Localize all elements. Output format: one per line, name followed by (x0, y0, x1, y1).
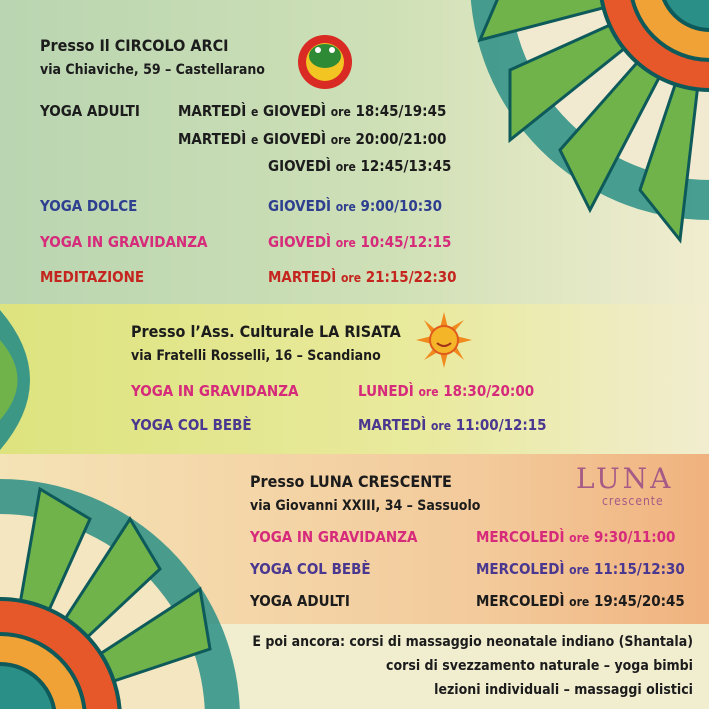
class-day: MARTEDÌ ore 11:00/12:15 (358, 416, 547, 434)
class-day: MERCOLEDÌ ore 19:45/20:45 (476, 592, 685, 610)
class-label: YOGA COL BEBÈ (250, 560, 371, 578)
la-risata-title: Presso l’Ass. Culturale LA RISATA (131, 322, 401, 341)
luna-crescente-address: via Giovanni XXIII, 34 – Sassuolo (250, 498, 481, 514)
sun-logo-icon (414, 310, 474, 370)
footer-line-3: lezioni individuali – massaggi olistici (434, 682, 693, 698)
class-label: YOGA ADULTI (40, 102, 140, 120)
class-day: LUNEDÌ ore 18:30/20:00 (358, 382, 535, 400)
luna-logo-text: LUNA (576, 462, 674, 495)
footer-line-2: corsi di svezzamento naturale – yoga bimbi (386, 658, 693, 674)
class-label: MEDITAZIONE (40, 268, 145, 286)
class-label: YOGA IN GRAVIDANZA (250, 528, 418, 546)
class-label: YOGA COL BEBÈ (131, 416, 252, 434)
class-day: MARTEDÌ e GIOVEDÌ ore 18:45/19:45 (178, 102, 447, 120)
luna-crescente-title: Presso LUNA CRESCENTE (250, 472, 452, 491)
class-day: MARTEDÌ ore 21:15/22:30 (268, 268, 457, 286)
class-label: YOGA IN GRAVIDANZA (40, 233, 208, 251)
mandala-top-right-icon (460, 0, 709, 320)
class-label: YOGA DOLCE (40, 197, 138, 215)
luna-logo-subtext: crescente (602, 494, 664, 508)
mandala-bottom-left-icon (0, 449, 250, 709)
moon-logo-icon (538, 462, 578, 510)
class-day: GIOVEDÌ ore 10:45/12:15 (268, 233, 452, 251)
footer-line-1: E poi ancora: corsi di massaggio neonatale indiano (Shantala) (252, 634, 693, 650)
circolo-arci-title: Presso Il CIRCOLO ARCI (40, 36, 229, 55)
class-label: YOGA IN GRAVIDANZA (131, 382, 299, 400)
class-day: MARTEDÌ e GIOVEDÌ ore 20:00/21:00 (178, 130, 447, 148)
circolo-arci-address: via Chiaviche, 59 – Castellarano (40, 62, 265, 78)
class-day: MERCOLEDÌ ore 11:15/12:30 (476, 560, 685, 578)
frog-logo-icon (296, 30, 354, 92)
mandala-left-middle-icon (0, 300, 60, 460)
class-day: GIOVEDÌ ore 12:45/13:45 (268, 157, 452, 175)
class-day: GIOVEDÌ ore 9:00/10:30 (268, 197, 442, 215)
class-day: MERCOLEDÌ ore 9:30/11:00 (476, 528, 676, 546)
la-risata-address: via Fratelli Rosselli, 16 – Scandiano (131, 348, 381, 364)
class-label: YOGA ADULTI (250, 592, 350, 610)
